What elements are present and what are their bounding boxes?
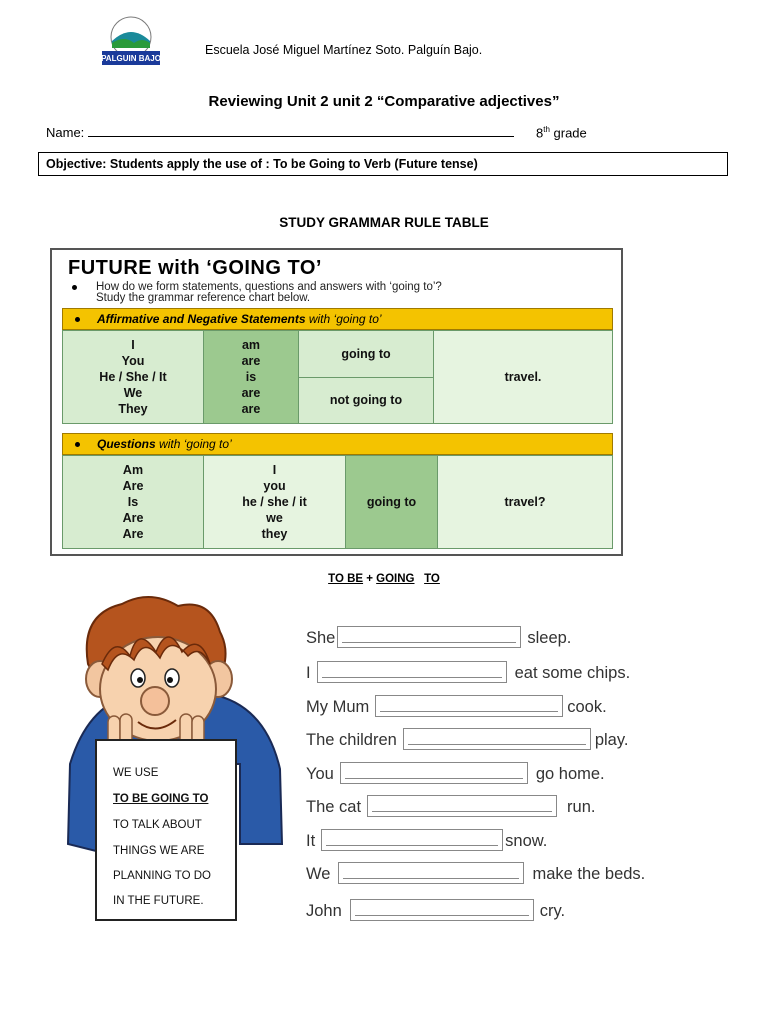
subject-cell: you (263, 479, 286, 493)
sentence-end: cry. (539, 902, 566, 920)
sentence-end: cook. (567, 698, 607, 716)
grammar-question-line1: How do we form statements, questions and answers with ‘going to’? (96, 281, 442, 293)
verb-cell: Are (122, 479, 144, 493)
subject-cell: They (118, 402, 148, 416)
sentence-end: make the beds. (532, 865, 646, 883)
subject-cell: they (261, 527, 288, 541)
verb-cell: are (241, 354, 261, 368)
exercise-sentence (306, 762, 605, 784)
question-main-verb-cell: travel? (438, 456, 613, 549)
answer-blank[interactable] (337, 626, 521, 648)
answer-blank[interactable] (403, 728, 591, 750)
affirmative-band-bold: Affirmative and Negative Statements (97, 312, 306, 326)
affirmative-band (62, 308, 613, 330)
main-verb-cell: travel. (434, 331, 613, 424)
subject-cell: we (266, 511, 283, 525)
sentence-start: John (306, 902, 342, 920)
sentence-start: The cat (306, 798, 362, 816)
affirmative-band-rest: with ‘going to’ (305, 312, 382, 326)
grade-label (536, 125, 587, 140)
answer-blank[interactable] (321, 829, 503, 851)
verb-cell: Is (127, 495, 139, 509)
name-label: Name: (46, 125, 85, 140)
sentence-end: run. (567, 798, 596, 816)
questions-grid (62, 455, 613, 549)
questions-band-bold: Questions (97, 437, 156, 451)
study-title: STUDY GRAMMAR RULE TABLE (279, 215, 489, 230)
question-going-to-cell: going to (346, 456, 438, 549)
answer-blank[interactable] (338, 862, 524, 884)
answer-blank[interactable] (340, 762, 528, 784)
bullet-icon (75, 442, 80, 447)
formula-going: GOING (376, 573, 415, 585)
sentence-start: I (306, 664, 311, 682)
school-name: Escuela José Miguel Martínez Soto. Palguín Bajo. (205, 43, 483, 57)
formula-to-be: TO BE (328, 573, 364, 585)
sign-line: IN THE FUTURE. (113, 895, 204, 907)
page-title: Reviewing Unit 2 unit 2 “Comparative adjectives” (208, 93, 560, 110)
bullet-icon (75, 317, 80, 322)
name-blank[interactable] (88, 125, 514, 137)
answer-blank[interactable] (317, 661, 507, 683)
verb-cell: am (241, 338, 261, 352)
grade-number: 8 (536, 125, 544, 141)
sentence-end: sleep. (527, 629, 572, 647)
verb-cell: is (245, 370, 257, 384)
question-subjects (204, 456, 346, 549)
affirmative-grid (62, 330, 613, 424)
verb-cell: Are (122, 511, 144, 525)
exercise-sentence (306, 862, 645, 884)
sentence-start: She (306, 629, 336, 647)
questions-band (62, 433, 613, 455)
sentence-start: It (306, 832, 316, 850)
subject-cell: He / She / It (99, 370, 167, 384)
affirmative-subjects (63, 331, 204, 424)
sign-line: TO TALK ABOUT (113, 819, 202, 831)
objective-box: Objective: Students apply the use of : To be Going to Verb (Future tense) (38, 152, 728, 176)
exercise-sentence (306, 829, 547, 851)
sentence-end: snow. (505, 832, 548, 850)
grammar-title: FUTURE with ‘GOING TO’ (68, 257, 322, 279)
affirmative-verbs (204, 331, 299, 424)
sign-line: PLANNING TO DO (113, 870, 211, 882)
going-to-cell: going to (299, 331, 434, 378)
sentence-start: The children (306, 731, 397, 749)
sentence-start: We (306, 865, 331, 883)
bullet-icon (72, 285, 77, 290)
answer-blank[interactable] (350, 899, 534, 921)
subject-cell: I (131, 338, 135, 352)
formula-plus: + (363, 573, 377, 585)
exercise-sentence (306, 795, 595, 817)
subject-cell: he / she / it (242, 495, 307, 509)
verb-cell: are (241, 386, 261, 400)
exercise-sentence (306, 695, 607, 717)
formula-heading (0, 573, 768, 585)
question-verbs (63, 456, 204, 549)
svg-text:PALGUIN BAJO: PALGUIN BAJO (101, 54, 161, 63)
sentence-end: play. (594, 731, 629, 749)
grade-suffix: th (543, 125, 550, 134)
subject-cell: We (123, 386, 143, 400)
exercise-sentence (306, 626, 571, 648)
grammar-table-image (50, 248, 623, 556)
answer-blank[interactable] (375, 695, 563, 717)
exercise-sentence (306, 728, 628, 750)
exercise-sentence (306, 661, 630, 683)
subject-cell: I (272, 463, 277, 477)
sign-line: THINGS WE ARE (113, 845, 205, 857)
formula-to: TO (424, 573, 440, 585)
questions-band-rest: with ‘going to’ (155, 437, 232, 451)
school-logo (98, 15, 164, 73)
exercise-sentence (306, 899, 565, 921)
not-going-to-cell: not going to (299, 377, 434, 424)
sentence-start: You (306, 765, 334, 783)
sentence-end: eat some chips. (514, 664, 631, 682)
sign-line: WE USE (113, 767, 159, 779)
grade-word: grade (549, 125, 587, 141)
answer-blank[interactable] (367, 795, 557, 817)
verb-cell: are (241, 402, 261, 416)
subject-cell: You (121, 354, 145, 368)
verb-cell: Am (122, 463, 144, 477)
sentence-start: My Mum (306, 698, 370, 716)
grammar-question-line2: Study the grammar reference chart below. (96, 292, 311, 304)
sentence-end: go home. (535, 765, 605, 783)
verb-cell: Are (122, 527, 144, 541)
name-row (46, 125, 514, 140)
sign-line-emphasis: TO BE GOING TO (113, 793, 209, 805)
